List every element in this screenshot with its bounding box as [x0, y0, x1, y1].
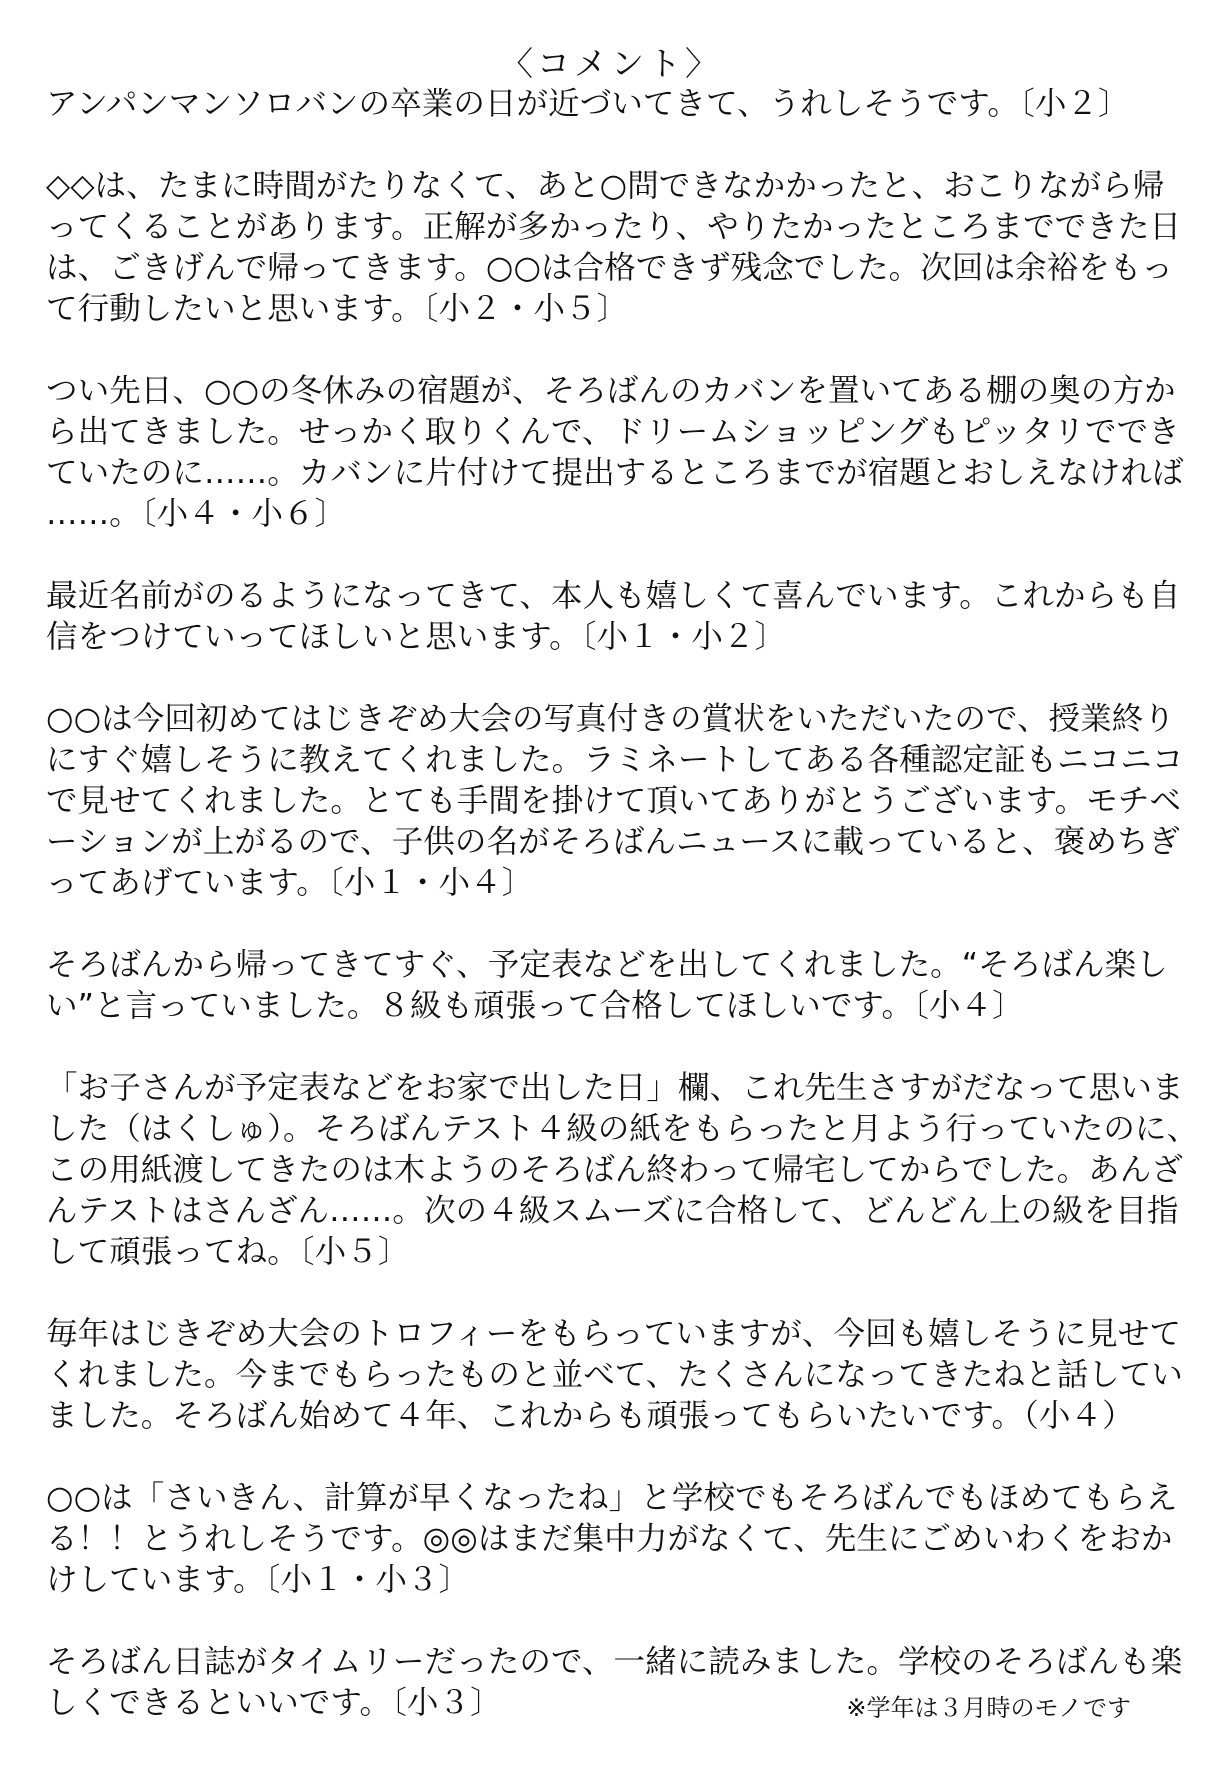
comment-line: ました。そろばん始めて４年、これからも頑張ってもらいたいです。（小４） — [46, 1398, 1134, 1434]
comment-block — [46, 576, 1181, 658]
comment-line: つい先日、○○の冬休みの宿題が、そろばんのカバンを置いてある棚の奥の方か — [46, 373, 1176, 409]
comment-line: 最近名前がのるようになってきて、本人も嬉しくて喜んでいます。これからも自 — [46, 578, 1181, 614]
comment-line: ーションが上がるので、子供の名がそろばんニュースに載っていると、褒めちぎ — [46, 824, 1181, 860]
comment-block — [46, 84, 1176, 125]
comment-line: ていたのに……。カバンに片付けて提出するところまでが宿題とおしえなければ — [46, 455, 1184, 491]
comment-line: ってあげています。〔小１・小４〕 — [46, 865, 534, 901]
comment-line: ◇◇は、たまに時間がたりなくて、あと○問できなかかったと、おこりながら帰 — [46, 168, 1165, 204]
comment-block — [46, 1314, 1183, 1437]
comment-line: けしています。〔小１・小３〕 — [46, 1562, 471, 1598]
comment-line: ○○は「さいきん、計算が早くなったね」と学校でもそろばんでもほめてもらえ — [46, 1480, 1178, 1516]
comment-line: て行動したいと思います。〔小２・小５〕 — [46, 291, 629, 327]
comment-block — [46, 699, 1184, 904]
comment-line: 信をつけていってほしいと思います。〔小１・小２〕 — [46, 619, 787, 655]
comment-line: ……。〔小４・小６〕 — [46, 496, 347, 532]
comment-line: この用紙渡してきたのは木ようのそろばん終わって帰宅してからでした。あんざ — [46, 1152, 1183, 1188]
comment-line: にすぐ嬉しそうに教えてくれました。ラミネートしてある各種認定証もニコニコ — [46, 742, 1184, 778]
comment-block — [46, 371, 1184, 535]
comment-line: しくできるといいです。〔小３〕 — [46, 1685, 502, 1721]
comment-line: 「お子さんが予定表などをお家で出した日」欄、これ先生さすがだなって思いま — [46, 1070, 1184, 1106]
footnote: ※学年は３月時のモノです — [846, 1694, 1131, 1722]
comment-block — [46, 945, 1176, 1027]
comment-line: ってくることがあります。正解が多かったり、やりたかったところまでできた日 — [46, 209, 1182, 245]
page-title: 〈コメント〉 — [500, 44, 722, 83]
comment-page — [46, 44, 1199, 1724]
comment-line: んテストはさんざん……。次の４級スムーズに合格して、どんどん上の級を目指 — [46, 1193, 1179, 1229]
comment-line: そろばん日誌がタイムリーだったので、一緒に読みました。学校のそろばんも楽 — [46, 1644, 1183, 1680]
comment-line: した（はくしゅ）。そろばんテスト４級の紙をもらったと月よう行っていたのに、 — [46, 1111, 1199, 1147]
comment-line: して頑張ってね。〔小５〕 — [46, 1234, 410, 1270]
comment-line: る！！とうれしそうです。◎◎はまだ集中力がなくて、先生にごめいわくをおか — [46, 1521, 1173, 1557]
comment-block — [46, 1478, 1176, 1601]
comment-line: ○○は今回初めてはじきぞめ大会の写真付きの賞状をいただいたので、授業終り — [46, 701, 1175, 737]
comment-line: そろばんから帰ってきてすぐ、予定表などを出してくれました。“そろばん楽し — [46, 947, 1168, 983]
comment-block — [46, 1068, 1199, 1273]
comment-line: い”と言っていました。８級も頑張って合格してほしいです。〔小４〕 — [46, 988, 1024, 1024]
comment-line: ら出てきました。せっかく取りくんで、ドリームショッピングもピッタリででき — [46, 414, 1180, 450]
comment-line: 毎年はじきぞめ大会のトロフィーをもらっていますが、今回も嬉しそうに見せて — [46, 1316, 1182, 1352]
comment-line: は、ごきげんで帰ってきます。○○は合格できず残念でした。次回は余裕をもっ — [46, 250, 1174, 286]
comment-block — [46, 166, 1182, 330]
comment-line: で見せてくれました。とても手間を掛けて頂いてありがとうございます。モチベ — [46, 783, 1182, 819]
comment-line: アンパンマンソロバンの卒業の日が近づいてきて、うれしそうです。〔小２〕 — [46, 86, 1130, 122]
comment-line: くれました。今までもらったものと並べて、たくさんになってきたねと話してい — [46, 1357, 1183, 1393]
